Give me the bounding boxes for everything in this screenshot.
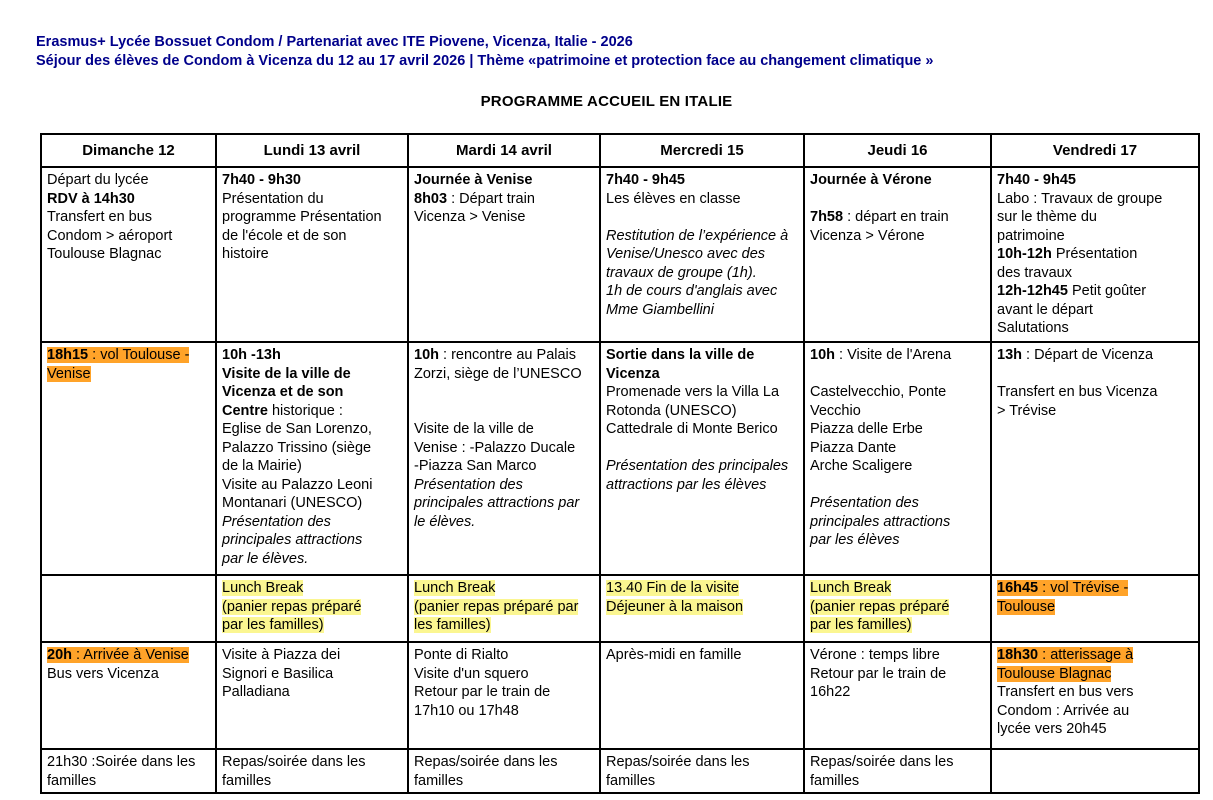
cell-text: Journée à Venise	[414, 172, 533, 188]
schedule-text-line	[222, 245, 404, 264]
schedule-text-line	[47, 365, 212, 384]
schedule-text-line	[606, 282, 800, 301]
highlighted-text: 16h45	[997, 580, 1039, 596]
schedule-cell-r3-c2	[216, 575, 408, 642]
schedule-text-line	[414, 439, 596, 458]
column-header-lundi-13-avril: Lundi 13 avril	[216, 134, 408, 167]
schedule-cell-r4-c5	[804, 642, 991, 749]
cell-text: > Trévise	[997, 402, 1057, 419]
schedule-text-line	[997, 646, 1195, 665]
cell-text: principales attractions	[810, 513, 951, 530]
table-row	[41, 749, 1199, 793]
cell-text: : Départ de Vicenza	[1022, 347, 1154, 363]
schedule-text-line	[222, 227, 404, 246]
schedule-text-line	[414, 702, 596, 721]
schedule-text-line	[997, 598, 1195, 617]
cell-text: Ponte di Rialto	[414, 647, 509, 663]
schedule-text-line	[414, 753, 596, 772]
cell-text: Palazzo Trissino (siège	[222, 439, 372, 456]
cell-text: Venise/Unesco avec des	[606, 246, 766, 262]
cell-text: Promenade vers la Villa La	[606, 384, 780, 400]
schedule-cell-r4-c4	[600, 642, 804, 749]
schedule-cell-r3-c3	[408, 575, 600, 642]
cell-text: Petit goûter	[1067, 283, 1147, 299]
cell-text: des travaux	[997, 264, 1072, 281]
schedule-cell-r2-c2	[216, 342, 408, 575]
cell-text: 12h-12h45	[997, 283, 1068, 299]
schedule-text-line	[606, 301, 800, 320]
cell-text: Condom > aéroport	[47, 227, 173, 244]
highlighted-text: 20h	[47, 647, 72, 663]
schedule-text-line	[222, 494, 404, 513]
cell-text: Condom : Arrivée au	[997, 702, 1130, 719]
schedule-text-line	[222, 420, 404, 439]
cell-text: 21h30 :Soirée dans les	[47, 754, 196, 770]
schedule-text-line	[810, 494, 987, 513]
cell-text: Signori e Basilica	[222, 665, 334, 682]
schedule-text-line	[414, 579, 596, 598]
schedule-text-line	[47, 171, 212, 190]
highlighted-text: : atterissage à	[1038, 647, 1134, 663]
schedule-text-line	[810, 227, 987, 246]
schedule-text-line	[810, 383, 987, 402]
schedule-text-line	[222, 683, 404, 702]
cell-text: 13h	[997, 347, 1022, 363]
schedule-text-line	[606, 772, 800, 791]
schedule-text-line	[997, 383, 1195, 402]
schedule-text-line	[414, 190, 596, 209]
cell-text: 16h22	[810, 684, 851, 700]
schedule-text-line	[810, 772, 987, 791]
schedule-text-line	[810, 616, 987, 635]
schedule-text-line	[414, 513, 596, 532]
cell-text: de l'école et de son	[222, 227, 347, 244]
cell-text: RDV à 14h30	[47, 190, 135, 207]
schedule-text-line	[810, 208, 987, 227]
schedule-cell-r2-c5	[804, 342, 991, 575]
schedule-cell-r4-c1	[41, 642, 216, 749]
schedule-text-line	[997, 190, 1195, 209]
schedule-cell-r1-c1	[41, 167, 216, 342]
cell-text: : Visite de l'Arena	[835, 347, 952, 363]
table-header-row	[41, 134, 1199, 167]
schedule-text-line	[222, 457, 404, 476]
schedule-cell-r5-c2	[216, 749, 408, 793]
highlighted-text: : Arrivée à Venise	[72, 647, 189, 663]
cell-text: : départ en train	[843, 209, 949, 225]
schedule-text-line	[606, 646, 800, 665]
schedule-text-line	[997, 579, 1195, 598]
cell-text: familles	[47, 772, 97, 789]
highlighted-text: : vol Toulouse -	[88, 347, 190, 363]
schedule-text-line	[222, 646, 404, 665]
cell-text: 7h58	[810, 209, 844, 225]
schedule-text-line	[810, 439, 987, 458]
cell-text: 10h	[810, 347, 835, 363]
cell-text: Vicenza > Venise	[414, 209, 526, 225]
cell-text: Bus vers Vicenza	[47, 665, 159, 682]
cell-text: Vicenza > Vérone	[810, 227, 925, 244]
schedule-text-line	[810, 646, 987, 665]
schedule-text-line	[414, 365, 596, 384]
table-row	[41, 167, 1199, 342]
highlighted-text: Lunch Break	[414, 580, 496, 596]
schedule-cell-r2-c1	[41, 342, 216, 575]
schedule-text-line	[222, 665, 404, 684]
cell-text: Rotonda (UNESCO)	[606, 402, 737, 419]
schedule-cell-r1-c3	[408, 167, 600, 342]
schedule-text-line	[606, 753, 800, 772]
header-line-1: Erasmus+ Lycée Bossuet Condom / Partenariat avec ITE Piovene, Vicenza, Italie - 2026	[36, 34, 633, 50]
cell-text: Mme Giambellini	[606, 301, 714, 318]
highlighted-text: 18h30	[997, 647, 1039, 663]
cell-text: Les élèves en classe	[606, 190, 741, 207]
highlighted-text: par les familles)	[222, 617, 324, 633]
cell-text: Castelvecchio, Ponte	[810, 384, 947, 400]
cell-text: 10h	[414, 347, 439, 363]
schedule-cell-r3-c4	[600, 575, 804, 642]
cell-text: Présentation	[1051, 246, 1138, 262]
column-header-dimanche-12: Dimanche 12	[41, 134, 216, 167]
schedule-cell-r1-c2	[216, 167, 408, 342]
schedule-text-line	[606, 365, 800, 384]
schedule-text-line	[222, 346, 404, 365]
schedule-text-line	[222, 772, 404, 791]
schedule-text-line	[222, 208, 404, 227]
schedule-text-line	[606, 579, 800, 598]
cell-text: Vecchio	[810, 402, 861, 419]
cell-text: Palladiana	[222, 684, 290, 700]
cell-text: Visite au Palazzo Leoni	[222, 476, 373, 493]
cell-text: Visite de la ville de	[222, 365, 351, 382]
schedule-cell-r4-c2	[216, 642, 408, 749]
cell-text: Repas/soirée dans les	[810, 754, 954, 770]
cell-text: par le élèves.	[222, 550, 309, 567]
schedule-text-line	[997, 720, 1195, 739]
schedule-cell-r4-c3	[408, 642, 600, 749]
cell-text: par les élèves	[810, 532, 900, 548]
cell-text: familles	[222, 772, 272, 789]
column-header-vendredi-17: Vendredi 17	[991, 134, 1199, 167]
schedule-text-line	[606, 245, 800, 264]
table-row	[41, 642, 1199, 749]
schedule-cell-r5-c1	[41, 749, 216, 793]
cell-text: Après-midi en famille	[606, 647, 742, 663]
schedule-text-line	[997, 402, 1195, 421]
schedule-text-line	[414, 346, 596, 365]
schedule-text-line	[997, 301, 1195, 320]
schedule-cell-r5-c3	[408, 749, 600, 793]
schedule-text-line	[47, 646, 212, 665]
schedule-cell-r1-c4	[600, 167, 804, 342]
schedule-text-line	[997, 245, 1195, 264]
cell-text: Eglise de San Lorenzo,	[222, 421, 372, 437]
schedule-cell-r3-c1	[41, 575, 216, 642]
schedule-cell-r4-c6	[991, 642, 1199, 749]
cell-text: histoire	[222, 246, 269, 262]
cell-text: Piazza Dante	[810, 439, 897, 456]
cell-text: Transfert en bus vers	[997, 684, 1134, 700]
cell-text: 10h -13h	[222, 347, 281, 363]
cell-text: Cattedrale di Monte Berico	[606, 421, 778, 437]
cell-text: -Piazza San Marco	[414, 458, 537, 474]
document-header	[36, 33, 933, 71]
schedule-text-line	[997, 702, 1195, 721]
cell-text: Présentation des principales	[606, 458, 789, 474]
schedule-text-line	[47, 346, 212, 365]
cell-text: Visite à Piazza dei	[222, 647, 341, 663]
column-header-mercredi-15: Mercredi 15	[600, 134, 804, 167]
schedule-text-line	[997, 365, 1195, 384]
cell-text: Départ du lycée	[47, 172, 149, 188]
schedule-text-line	[414, 171, 596, 190]
cell-text: principales attractions par	[414, 495, 580, 511]
cell-text: Toulouse Blagnac	[47, 246, 162, 262]
schedule-text-line	[222, 579, 404, 598]
highlighted-text: 13.40 Fin de la visite	[606, 580, 739, 596]
schedule-text-line	[997, 264, 1195, 283]
schedule-text-line	[997, 208, 1195, 227]
schedule-text-line	[606, 264, 800, 283]
cell-text: Arche Scaligere	[810, 458, 913, 474]
schedule-text-line	[810, 598, 987, 617]
schedule-text-line	[810, 513, 987, 532]
cell-text: : Départ train	[447, 190, 535, 207]
schedule-text-line	[414, 402, 596, 421]
cell-text: Piazza delle Erbe	[810, 421, 923, 437]
cell-text: Transfert en bus Vicenza	[997, 384, 1158, 400]
schedule-text-line	[222, 531, 404, 550]
schedule-text-line	[997, 346, 1195, 365]
schedule-text-line	[414, 457, 596, 476]
cell-text: 1h de cours d'anglais avec	[606, 283, 778, 299]
schedule-text-line	[47, 208, 212, 227]
schedule-text-line	[810, 683, 987, 702]
cell-text: Visite de la ville de	[414, 421, 534, 437]
schedule-text-line	[810, 346, 987, 365]
cell-text: Restitution de l’expérience à	[606, 227, 789, 244]
schedule-text-line	[810, 753, 987, 772]
schedule-cell-r5-c4	[600, 749, 804, 793]
schedule-text-line	[997, 171, 1195, 190]
highlighted-text: Lunch Break	[222, 580, 304, 596]
schedule-text-line	[810, 531, 987, 550]
highlighted-text: les familles)	[414, 617, 491, 633]
schedule-text-line	[810, 420, 987, 439]
schedule-text-line	[997, 683, 1195, 702]
cell-text: attractions par les élèves	[606, 476, 767, 493]
schedule-text-line	[606, 439, 800, 458]
highlighted-text: Venise	[47, 365, 91, 382]
schedule-text-line	[222, 753, 404, 772]
highlighted-text: Lunch Break	[810, 580, 892, 596]
schedule-cell-r5-c5	[804, 749, 991, 793]
cell-text: Zorzi, siège de l’UNESCO	[414, 365, 582, 382]
cell-text: sur le thème du	[997, 209, 1097, 225]
schedule-text-line	[222, 402, 404, 421]
schedule-table	[40, 133, 1200, 794]
schedule-text-line	[222, 365, 404, 384]
header-line-2: Séjour des élèves de Condom à Vicenza du 12 au 17 avril 2026 | Thème «patrimoine et protection face au changement climatique »	[36, 53, 934, 69]
cell-text: lycée vers 20h45	[997, 721, 1107, 737]
schedule-cell-r5-c6	[991, 749, 1199, 793]
schedule-cell-r1-c6	[991, 167, 1199, 342]
schedule-text-line	[606, 383, 800, 402]
schedule-cell-r2-c6	[991, 342, 1199, 575]
cell-text: 7h40 - 9h45	[997, 172, 1076, 188]
schedule-text-line	[810, 579, 987, 598]
schedule-text-line	[47, 772, 212, 791]
cell-text: Visite d'un squero	[414, 665, 529, 682]
schedule-text-line	[414, 494, 596, 513]
cell-text: Transfert en bus	[47, 209, 153, 225]
cell-text: patrimoine	[997, 227, 1065, 244]
table-row	[41, 342, 1199, 575]
cell-text: Présentation des	[222, 513, 331, 530]
schedule-text-line	[810, 402, 987, 421]
schedule-text-line	[414, 476, 596, 495]
schedule-text-line	[606, 476, 800, 495]
schedule-text-line	[47, 190, 212, 209]
cell-text: Centre	[222, 402, 268, 419]
cell-text: Salutations	[997, 320, 1069, 336]
cell-text: travaux de groupe (1h).	[606, 264, 757, 281]
schedule-text-line	[47, 227, 212, 246]
schedule-text-line	[414, 598, 596, 617]
schedule-text-line	[810, 190, 987, 209]
cell-text: Montanari (UNESCO)	[222, 495, 363, 511]
schedule-text-line	[414, 420, 596, 439]
schedule-text-line	[997, 227, 1195, 246]
schedule-text-line	[606, 402, 800, 421]
schedule-text-line	[997, 665, 1195, 684]
schedule-text-line	[414, 646, 596, 665]
schedule-text-line	[414, 208, 596, 227]
cell-text: 17h10 ou 17h48	[414, 702, 519, 719]
schedule-text-line	[606, 227, 800, 246]
cell-text: Présentation des	[414, 476, 523, 493]
cell-text: 7h40 - 9h45	[606, 172, 685, 188]
cell-text: principales attractions	[222, 532, 363, 548]
schedule-text-line	[414, 383, 596, 402]
schedule-text-line	[222, 550, 404, 569]
schedule-text-line	[222, 513, 404, 532]
schedule-text-line	[414, 683, 596, 702]
schedule-text-line	[47, 753, 212, 772]
schedule-text-line	[606, 457, 800, 476]
table-row	[41, 575, 1199, 642]
schedule-text-line	[810, 365, 987, 384]
schedule-cell-r1-c5	[804, 167, 991, 342]
schedule-cell-r3-c5	[804, 575, 991, 642]
cell-text: familles	[810, 772, 860, 789]
highlighted-text: 18h15	[47, 347, 89, 363]
highlighted-text: (panier repas préparé	[810, 598, 950, 615]
cell-text: Vicenza et de son	[222, 384, 344, 400]
schedule-text-line	[606, 171, 800, 190]
highlighted-text: (panier repas préparé	[222, 598, 362, 615]
schedule-cell-r3-c6	[991, 575, 1199, 642]
schedule-text-line	[222, 171, 404, 190]
column-header-jeudi-16: Jeudi 16	[804, 134, 991, 167]
cell-text: 10h-12h	[997, 246, 1052, 262]
schedule-cell-r2-c3	[408, 342, 600, 575]
cell-text: programme Présentation	[222, 209, 382, 225]
schedule-text-line	[606, 208, 800, 227]
cell-text: avant le départ	[997, 301, 1093, 318]
highlighted-text: par les familles)	[810, 617, 912, 633]
schedule-text-line	[606, 420, 800, 439]
schedule-text-line	[414, 772, 596, 791]
cell-text: Repas/soirée dans les	[222, 754, 366, 770]
cell-text: Retour par le train de	[810, 665, 947, 682]
cell-text: Repas/soirée dans les	[414, 754, 558, 770]
schedule-text-line	[997, 282, 1195, 301]
cell-text: de la Mairie)	[222, 458, 302, 474]
highlighted-text: : vol Trévise -	[1038, 580, 1129, 596]
schedule-text-line	[222, 190, 404, 209]
schedule-text-line	[414, 616, 596, 635]
schedule-text-line	[222, 439, 404, 458]
schedule-text-line	[222, 476, 404, 495]
schedule-text-line	[222, 383, 404, 402]
schedule-text-line	[997, 319, 1195, 338]
schedule-text-line	[222, 598, 404, 617]
cell-text: Sortie dans la ville de	[606, 347, 755, 363]
cell-text: Labo : Travaux de groupe	[997, 190, 1163, 207]
column-header-mardi-14-avril: Mardi 14 avril	[408, 134, 600, 167]
highlighted-text: (panier repas préparé par	[414, 598, 579, 615]
schedule-text-line	[810, 457, 987, 476]
cell-text: Retour par le train de	[414, 684, 551, 700]
cell-text: Présentation du	[222, 190, 324, 207]
cell-text: : rencontre au Palais	[439, 347, 577, 363]
cell-text: Vérone : temps libre	[810, 647, 940, 663]
schedule-text-line	[810, 665, 987, 684]
cell-text: 8h03	[414, 190, 448, 207]
schedule-text-line	[606, 346, 800, 365]
schedule-cell-r2-c4	[600, 342, 804, 575]
schedule-text-line	[47, 245, 212, 264]
schedule-text-line	[810, 476, 987, 495]
cell-text: Vicenza	[606, 365, 660, 382]
page-title: PROGRAMME ACCUEIL EN ITALIE	[480, 93, 733, 110]
cell-text: Repas/soirée dans les	[606, 754, 750, 770]
schedule-text-line	[810, 171, 987, 190]
cell-text: familles	[414, 772, 464, 789]
cell-text: le élèves.	[414, 513, 476, 530]
cell-text: familles	[606, 772, 656, 789]
highlighted-text: Toulouse Blagnac	[997, 665, 1112, 682]
highlighted-text: Déjeuner à la maison	[606, 598, 744, 615]
cell-text: historique :	[267, 402, 343, 419]
schedule-text-line	[414, 665, 596, 684]
schedule-text-line	[47, 665, 212, 684]
cell-text: Journée à Vérone	[810, 172, 932, 188]
schedule-text-line	[606, 598, 800, 617]
cell-text: 7h40 - 9h30	[222, 172, 301, 188]
cell-text: Présentation des	[810, 495, 919, 511]
schedule-text-line	[222, 616, 404, 635]
schedule-text-line	[606, 190, 800, 209]
cell-text: Venise : -Palazzo Ducale	[414, 439, 576, 456]
highlighted-text: Toulouse	[997, 598, 1056, 615]
